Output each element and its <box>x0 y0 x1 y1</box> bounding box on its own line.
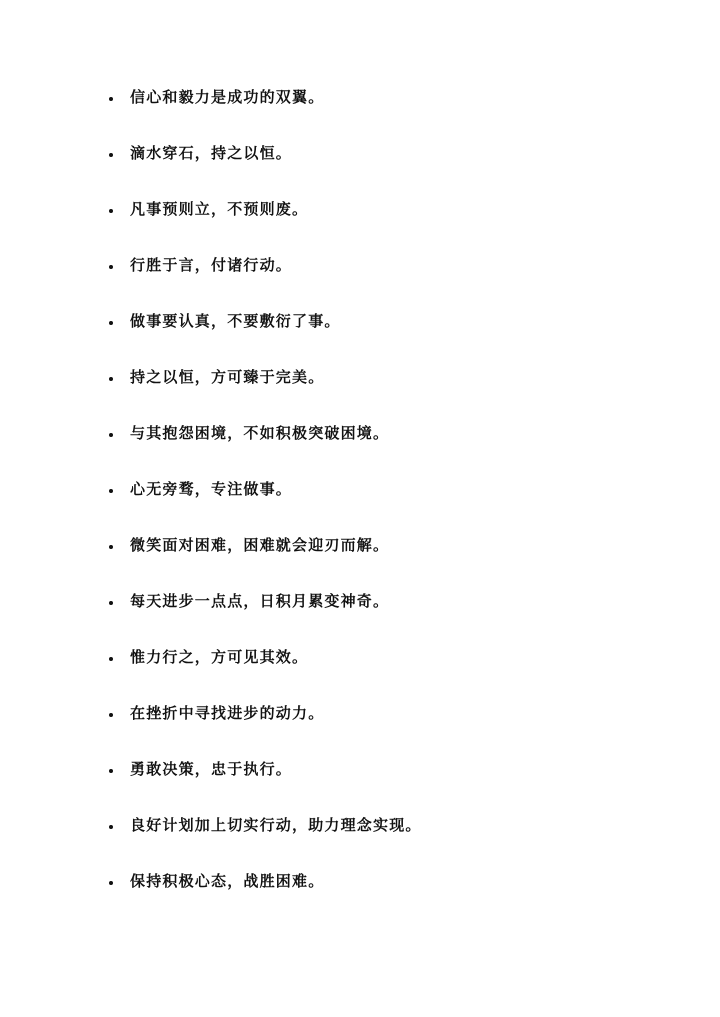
list-item-text: 每天进步一点点，日积月累变神奇。 <box>130 592 390 610</box>
list-item <box>108 869 422 925</box>
bullet-icon <box>108 141 130 165</box>
list-item <box>108 141 422 197</box>
list-item-text: 心无旁骛，专注做事。 <box>130 480 293 498</box>
list-item-text: 与其抱怨困境，不如积极突破困境。 <box>130 424 390 442</box>
bullet-icon <box>108 869 130 893</box>
list-item-text: 做事要认真，不要敷衍了事。 <box>130 312 341 330</box>
bullet-icon <box>108 253 130 277</box>
quote-list <box>108 85 422 925</box>
bullet-icon <box>108 365 130 389</box>
list-item <box>108 477 422 533</box>
bullet-icon <box>108 421 130 445</box>
list-item <box>108 757 422 813</box>
list-item-text: 行胜于言，付诸行动。 <box>130 256 293 274</box>
list-item <box>108 85 422 141</box>
list-item <box>108 645 422 701</box>
list-item-text: 保持积极心态，战胜困难。 <box>130 872 325 890</box>
list-item-text: 良好计划加上切实行动，助力理念实现。 <box>130 816 422 834</box>
list-item-text: 持之以恒，方可臻于完美。 <box>130 368 325 386</box>
list-item-text: 在挫折中寻找进步的动力。 <box>130 704 325 722</box>
bullet-icon <box>108 533 130 557</box>
list-item <box>108 421 422 477</box>
list-item-text: 凡事预则立，不预则废。 <box>130 200 309 218</box>
bullet-icon <box>108 757 130 781</box>
bullet-icon <box>108 309 130 333</box>
bullet-icon <box>108 813 130 837</box>
list-item-text: 勇敢决策，忠于执行。 <box>130 760 293 778</box>
list-item <box>108 197 422 253</box>
bullet-icon <box>108 197 130 221</box>
bullet-icon <box>108 701 130 725</box>
bullet-icon <box>108 85 130 109</box>
bullet-icon <box>108 477 130 501</box>
bullet-icon <box>108 645 130 669</box>
list-item <box>108 589 422 645</box>
list-item <box>108 309 422 365</box>
list-item-text: 微笑面对困难，困难就会迎刃而解。 <box>130 536 390 554</box>
list-item <box>108 813 422 869</box>
list-item <box>108 253 422 309</box>
bullet-icon <box>108 589 130 613</box>
list-item-text: 惟力行之，方可见其效。 <box>130 648 309 666</box>
list-item-text: 信心和毅力是成功的双翼。 <box>130 88 325 106</box>
list-item <box>108 701 422 757</box>
list-item <box>108 533 422 589</box>
list-item <box>108 365 422 421</box>
list-item-text: 滴水穿石，持之以恒。 <box>130 144 293 162</box>
